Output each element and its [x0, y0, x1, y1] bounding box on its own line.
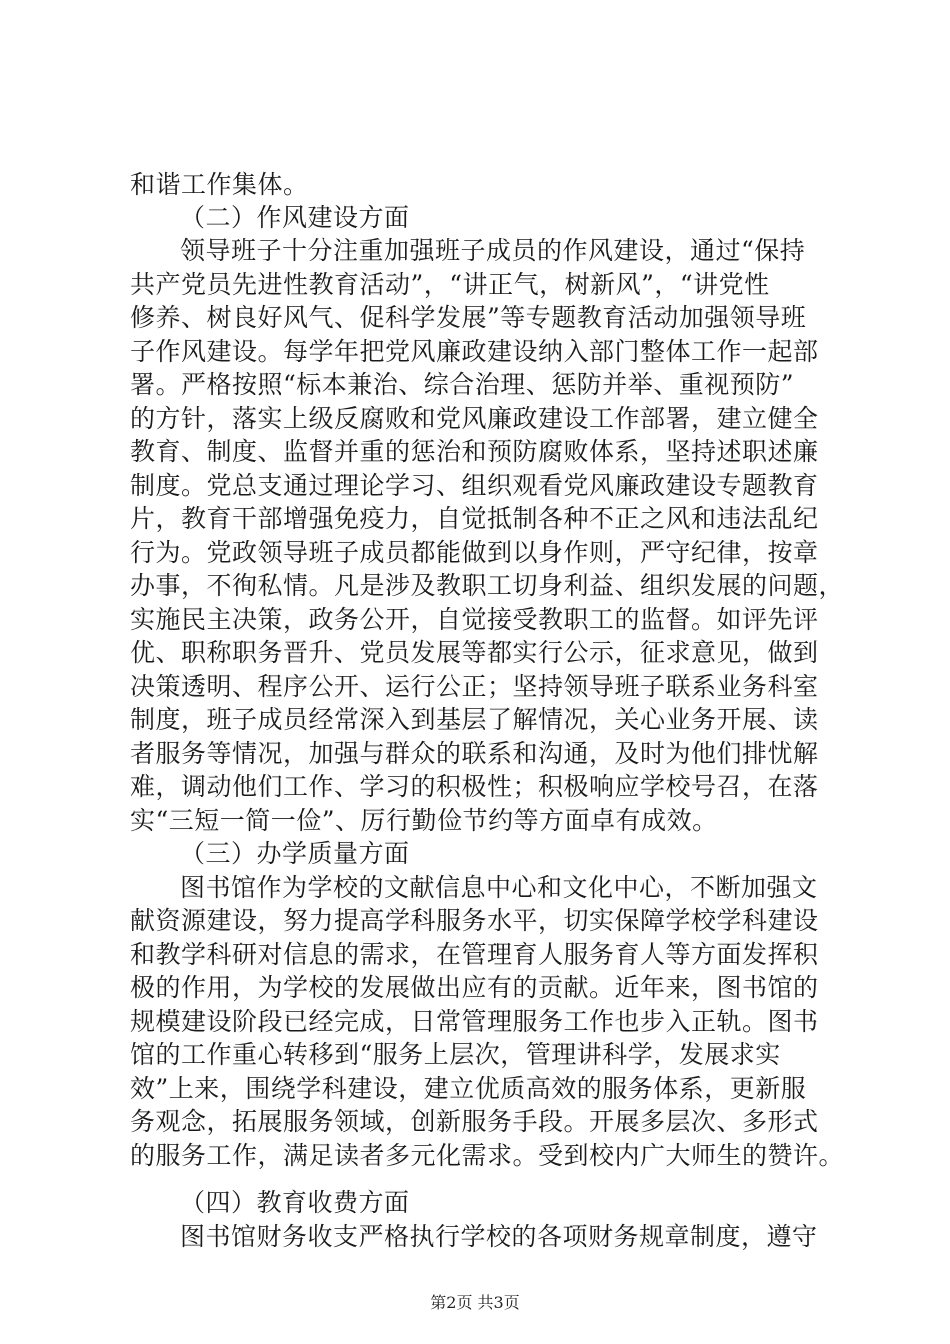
section-heading: （二）作风建设方面	[180, 203, 410, 232]
page-number-footer: 第2页 共3页	[430, 1293, 520, 1312]
text-line: 制度。党总支通过理论学习、组织观看党风廉政建设专题教育	[130, 471, 819, 500]
text-line: 图书馆作为学校的文献信息中心和文化中心，不断加强文	[180, 873, 818, 902]
text-line: 极的作用，为学校的发展做出应有的贡献。近年来，图书馆的	[130, 973, 819, 1002]
text-line: 务观念，拓展服务领域，创新服务手段。开展多层次、多形式	[130, 1107, 819, 1136]
text-line: 规模建设阶段已经完成，日常管理服务工作也步入正轨。图书	[130, 1007, 819, 1036]
text-line: 片，教育干部增强免疫力，自觉抵制各种不正之风和违法乱纪	[130, 504, 819, 533]
text-line: 共产党员先进性教育活动”，“讲正气，树新风”，“讲党性	[130, 270, 770, 299]
text-line: 教育、制度、监督并重的惩治和预防腐败体系，坚持述职述廉	[130, 437, 819, 466]
text-line: 难，调动他们工作、学习的积极性；积极响应学校号召，在落	[130, 772, 819, 801]
text-line: 行为。党政领导班子成员都能做到以身作则，严守纪律，按章	[130, 538, 819, 567]
text-line: 署。严格按照“标本兼治、综合治理、惩防并举、重视预防”	[130, 370, 795, 399]
text-line: 实施民主决策，政务公开，自觉接受教职工的监督。如评先评	[130, 605, 819, 634]
text-line: 馆的工作重心转移到“服务上层次，管理讲科学，发展求实	[130, 1040, 781, 1069]
text-line: 优、职称职务晋升、党员发展等都实行公示，征求意见，做到	[130, 638, 819, 667]
text-line: 修养、树良好风气、促科学发展”等专题教育活动加强领导班	[130, 303, 807, 332]
text-line: 和谐工作集体。	[130, 170, 309, 199]
text-line: 决策透明、程序公开、运行公正；坚持领导班子联系业务科室	[130, 672, 819, 701]
text-line: 领导班子十分注重加强班子成员的作风建设，通过“保持	[180, 236, 806, 265]
text-line: 制度，班子成员经常深入到基层了解情况，关心业务开展、读	[130, 705, 819, 734]
section-heading: （四）教育收费方面	[180, 1188, 410, 1217]
section-heading: （三）办学质量方面	[180, 839, 410, 868]
text-line: 和教学科研对信息的需求，在管理育人服务育人等方面发挥积	[130, 940, 819, 969]
text-line: 图书馆财务收支严格执行学校的各项财务规章制度，遵守	[180, 1222, 818, 1251]
text-line: 献资源建设，努力提高学科服务水平，切实保障学校学科建设	[130, 906, 819, 935]
text-line: 效”上来，围绕学科建设，建立优质高效的服务体系，更新服	[130, 1074, 807, 1103]
text-line: 的服务工作，满足读者多元化需求。受到校内广大师生的赞许。	[130, 1141, 845, 1170]
text-line: 办事，不徇私情。凡是涉及教职工切身利益、组织发展的问题，	[130, 571, 845, 600]
text-line: 子作风建设。每学年把党风廉政建设纳入部门整体工作一起部	[130, 337, 819, 366]
text-line: 实“三短一简一俭”、厉行勤俭节约等方面卓有成效。	[130, 806, 718, 835]
text-line: 的方针，落实上级反腐败和党风廉政建设工作部署，建立健全	[130, 404, 819, 433]
text-line: 者服务等情况，加强与群众的联系和沟通，及时为他们排忧解	[130, 739, 819, 768]
